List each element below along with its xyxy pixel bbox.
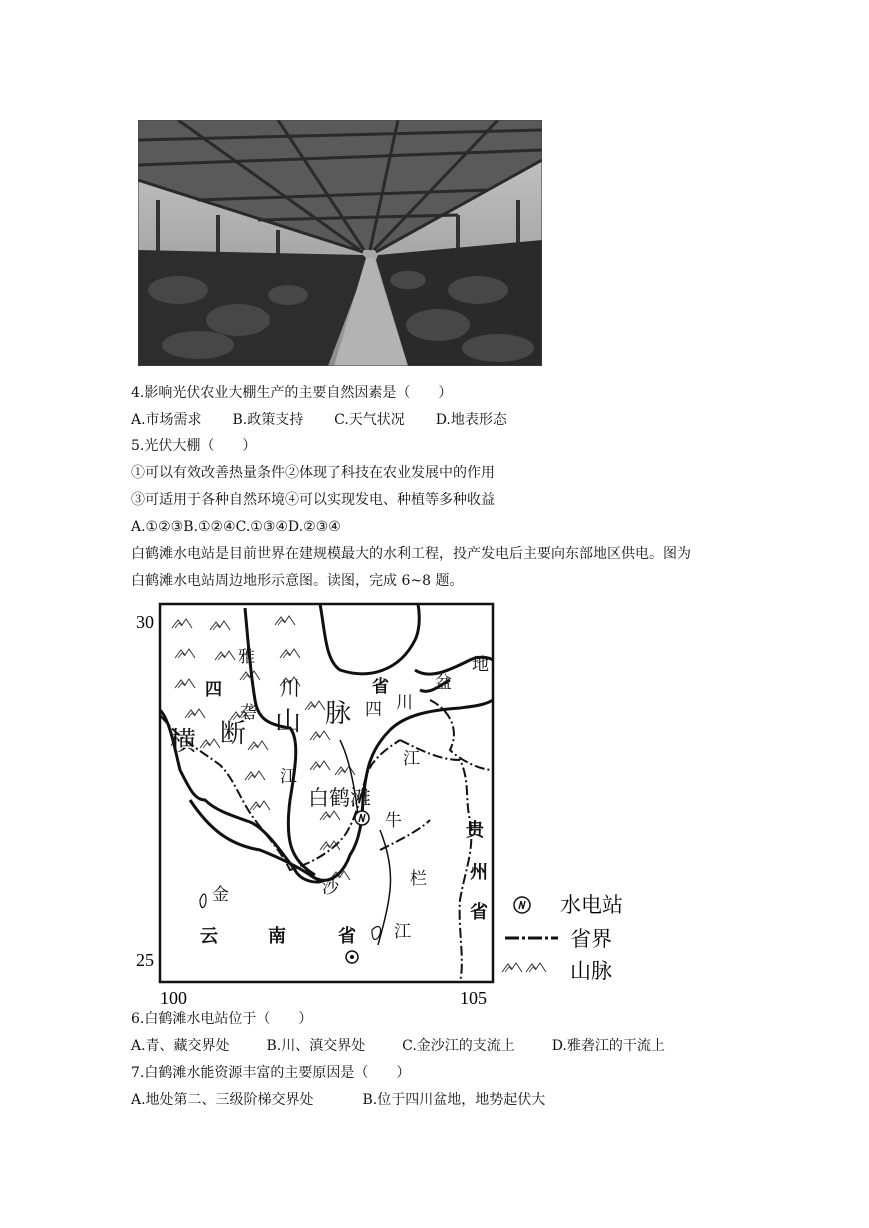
option-d: D.雅砻江的干流上 [551, 1038, 665, 1054]
question-7-options [131, 1090, 545, 1110]
label-jin: 金 [212, 885, 229, 905]
question-5-statement-1: ①可以有效改善热量条件②体现了科技在农业发展中的作用 [131, 465, 495, 481]
label-chuan2: 川 [396, 693, 413, 713]
label-si2: 四 [365, 700, 382, 720]
option-b: B.川、滇交界处 [266, 1038, 366, 1054]
question-4: 4.影响光伏农业大棚生产的主要自然因素是（ ） [131, 385, 453, 401]
label-pen: 盆 [435, 673, 452, 693]
label-baihetan: 白鹤滩 [308, 786, 371, 810]
option-a: A.市场需求 [131, 412, 202, 428]
lat-tick-25: 25 [136, 950, 154, 970]
lat-tick-30: 30 [136, 612, 154, 632]
label-jiang2: 江 [403, 749, 420, 769]
intro-line-1: 白鹤滩水电站是目前世界在建规模最大的水利工程，投产发电后主要向东部地区供电。图为 [131, 546, 691, 562]
label-shan: 山 [275, 707, 302, 737]
label-sheng1: 省 [372, 677, 389, 697]
label-sheng2: 省 [470, 902, 488, 923]
option-d: D.地表形态 [435, 412, 507, 428]
city-icon [346, 951, 358, 963]
lon-tick-100: 100 [160, 988, 187, 1008]
label-mai: 脉 [325, 699, 352, 729]
question-5: 5.光伏大棚（ ） [131, 438, 257, 454]
label-yun: 云 [200, 926, 218, 947]
label-heng: 横 [170, 727, 197, 757]
question-7: 7.白鹤滩水能资源丰富的主要原因是（ ） [131, 1065, 411, 1081]
legend-hydro-icon [514, 897, 530, 913]
question-5-statement-2: ③可适用于各种自然环境④可以实现发电、种植等多种收益 [131, 492, 495, 508]
greenhouse-photo [138, 120, 542, 366]
lon-tick-105: 105 [460, 988, 487, 1008]
label-jiang3: 江 [394, 922, 411, 942]
label-nan: 南 [268, 926, 286, 947]
label-si1: 四 [205, 680, 222, 700]
label-jiang1: 江 [280, 767, 297, 787]
option-b: B.位于四川盆地，地势起伏大 [362, 1092, 546, 1108]
label-duan: 断 [220, 719, 247, 749]
map-legend [502, 893, 623, 983]
label-ya: 雅 [238, 647, 255, 667]
intro-line-2: 白鹤滩水电站周边地形示意图。读图，完成 6~8 题。 [131, 573, 464, 589]
label-sheng3: 省 [338, 926, 356, 947]
question-6-options [131, 1036, 665, 1056]
legend-mountain-icon [502, 963, 546, 972]
label-long: 砻 [240, 703, 257, 723]
label-gui: 贵 [466, 820, 484, 841]
question-6: 6.白鹤滩水电站位于（ ） [131, 1011, 313, 1027]
label-lan: 栏 [410, 869, 427, 889]
label-di: 地 [472, 655, 489, 675]
question-5-options: A.①②③B.①②④C.①③④D.②③④ [131, 519, 341, 535]
label-zhou: 州 [470, 862, 488, 883]
option-b: B.政策支持 [232, 412, 304, 428]
label-sha: 沙 [322, 878, 339, 898]
option-c: C.金沙江的支流上 [402, 1038, 515, 1054]
option-c: C.天气状况 [334, 412, 405, 428]
legend-station-label: 水电站 [560, 893, 623, 917]
legend-mountain-label: 山脉 [570, 959, 612, 983]
terrain-map [130, 600, 650, 1010]
option-a: A.青、藏交界处 [131, 1038, 230, 1054]
label-niu: 牛 [385, 811, 402, 831]
question-4-options [131, 410, 507, 430]
legend-border-label: 省界 [570, 927, 612, 951]
hydropower-station-icon [355, 811, 369, 825]
option-a: A.地处第二、三级阶梯交界处 [131, 1092, 314, 1108]
label-chuan1: 川 [280, 676, 300, 700]
